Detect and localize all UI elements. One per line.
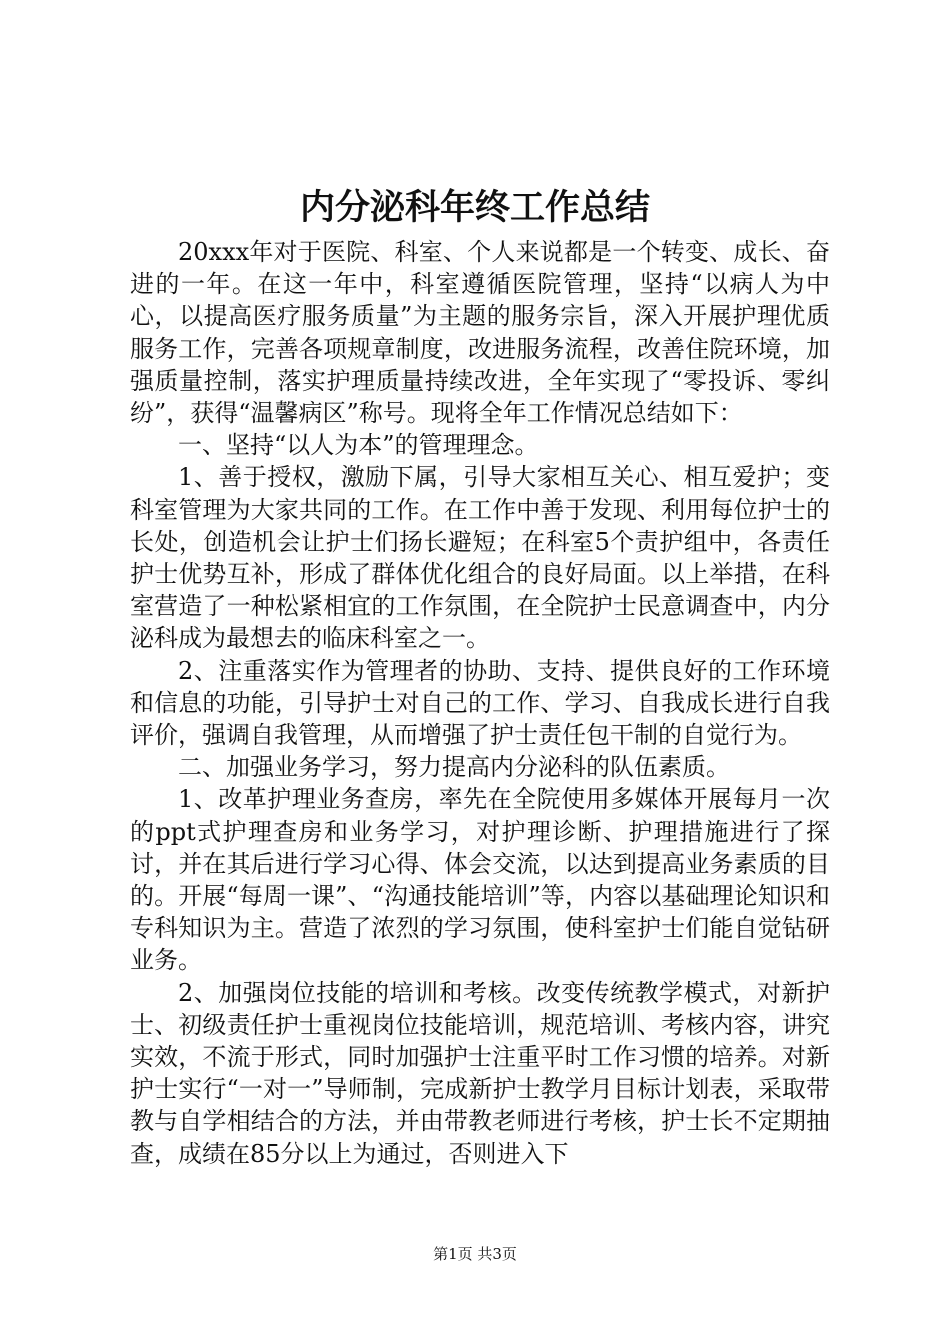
page-footer: 第1页 共3页 xyxy=(433,1245,517,1263)
paragraph-2-1: 1、改革护理业务查房，率先在全院使用多媒体开展每月一次的ppt式护理查房和业务学习，对护理诊断、护理措施进行了探讨，并在其后进行学习心得、体会交流，以达到提高业务素质的目的。开展“每周一课”、“沟通技能培训”等，内容以基础理论知识和专科知识为主。营造了浓烈的学习氛围，使科室护士们能自觉钻研业务。 xyxy=(130,785,830,975)
paragraph-1-1: 1、善于授权，激励下属，引导大家相互关心、相互爱护；变科室管理为大家共同的工作。在工作中善于发现、利用每位护士的长处，创造机会让护士们扬长避短；在科室5个责护组中，各责任护士优势互补，形成了群体优化组合的良好局面。以上举措，在科室营造了一种松紧相宜的工作氛围，在全院护士民意调查中，内分泌科成为最想去的临床科室之一。 xyxy=(130,463,830,653)
document-title: 内分泌科年终工作总结 xyxy=(299,187,650,228)
section-heading-2: 二、加强业务学习，努力提高内分泌科的队伍素质。 xyxy=(178,753,730,782)
paragraph-2-2: 2、加强岗位技能的培训和考核。改变传统教学模式，对新护士、初级责任护士重视岗位技能培训，规范培训、考核内容，讲究实效，不流于形式，同时加强护士注重平时工作习惯的培养。对新护士实行“一对一”导师制，完成新护士教学月目标计划表，采取带教与自学相结合的方法，并由带教老师进行考核，护士长不定期抽查，成绩在85分以上为通过，否则进入下 xyxy=(130,978,830,1168)
paragraph-1-2: 2、注重落实作为管理者的协助、支持、提供良好的工作环境和信息的功能，引导护士对自己的工作、学习、自我成长进行自我评价，强调自我管理，从而增强了护士责任包干制的自觉行为。 xyxy=(130,656,830,750)
paragraph-intro: 20xxx年对于医院、科室、个人来说都是一个转变、成长、奋进的一年。在这一年中，科室遵循医院管理，坚持“以病人为中心，以提高医疗服务质量”为主题的服务宗旨，深入开展护理优质服务工作，完善各项规章制度，改进服务流程，改善住院环境，加强质量控制，落实护理质量持续改进，全年实现了“零投诉、零纠纷”，获得“温馨病区”称号。现将全年工作情况总结如下： xyxy=(130,238,830,428)
document-body xyxy=(130,236,830,1170)
section-heading-1: 一、坚持“以人为本”的管理理念。 xyxy=(178,431,539,460)
